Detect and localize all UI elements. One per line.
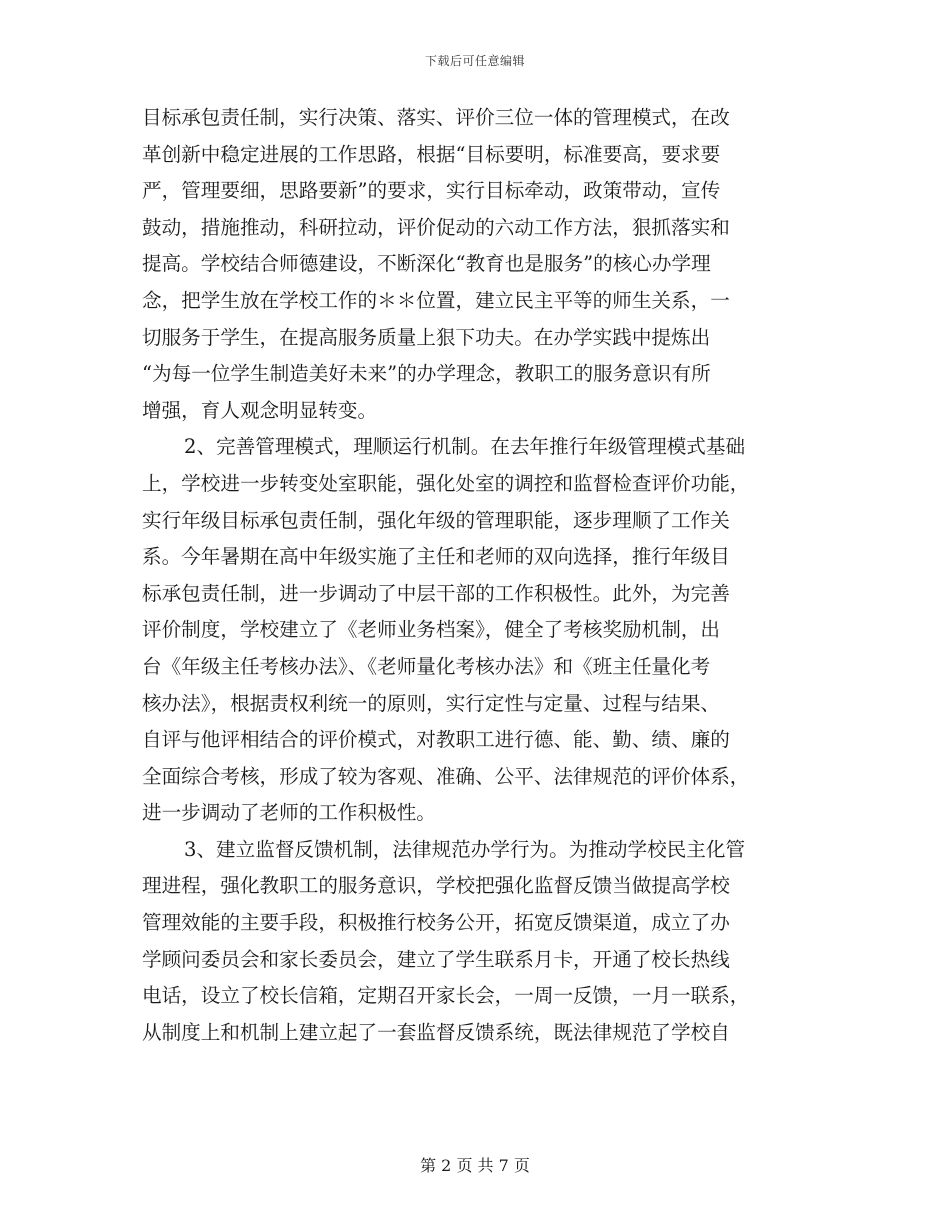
text-line: 进一步调动了老师的工作积极性。 (142, 801, 436, 825)
text-line: 严，管理要细，思路要新”的要求，实行目标牵动，政策带动，宣传 (142, 179, 721, 203)
text-line: 系。今年暑期在高中年级实施了主任和老师的双向选择，推行年级目 (142, 545, 730, 569)
text-line: 电话，设立了校长信箱，定期召开家长会，一周一反馈，一月一联系， (142, 984, 750, 1008)
text-line: 管理效能的主要手段，积极推行校务公开，拓宽反馈渠道，成立了办 (142, 911, 730, 935)
text-line: 革创新中稳定进展的工作思路，根据“目标要明，标准要高，要求要 (142, 142, 721, 166)
total-page-count: 7 (498, 1156, 509, 1175)
page-number-prefix: 第 (420, 1156, 437, 1175)
text-line: 台《年级主任考核办法》、《老师量化考核办法》和《班主任量化考 (142, 654, 711, 678)
text-line: 理进程，强化教职工的服务意识，学校把强化监督反馈当做提高学校 (142, 874, 730, 898)
text-line: 切服务于学生，在提高服务质量上狠下功夫。在办学实践中提炼出 (142, 325, 711, 349)
text-line: 从制度上和机制上建立起了一套监督反馈系统，既法律规范了学校自 (142, 1020, 730, 1044)
text-line: 全面综合考核，形成了较为客观、准确、公平、法律规范的评价体系， (142, 764, 750, 788)
text-line: 实行年级目标承包责任制，强化年级的管理职能，逐步理顺了工作关 (142, 508, 730, 532)
text-line: 标承包责任制，进一步调动了中层干部的工作积极性。此外，为完善 (142, 581, 730, 605)
current-page-number: 2 (441, 1156, 452, 1175)
text-line: 鼓动，措施推动，科研拉动，评价促动的六动工作方法，狠抓落实和 (142, 215, 730, 239)
text-line: 自评与他评相结合的评价模式，对教职工进行德、能、勤、绩、廉的 (142, 728, 730, 752)
text-line: 目标承包责任制，实行决策、落实、评价三位一体的管理模式，在改 (142, 106, 730, 129)
text-line: 提高。学校结合师德建设，不断深化“教育也是服务”的核心办学理 (142, 252, 711, 276)
paragraph-2-first-line: 2、完善管理模式，理顺运行机制。在去年推行年级管理模式基础 (184, 435, 746, 459)
text-line: 核办法》，根据责权利统一的原则，实行定性与定量、过程与结果、 (142, 691, 721, 715)
page-number-middle: 页 共 (456, 1156, 494, 1175)
text-line: 上，学校进一步转变处室职能，强化处室的调控和监督检查评价功能， (142, 471, 750, 495)
text-line: “为每一位学生制造美好未来”的办学理念，教职工的服务意识有所 (142, 362, 711, 386)
text-line: 念，把学生放在学校工作的＊＊位置，建立民主平等的师生关系，一 (142, 288, 730, 312)
page-number-suffix: 页 (513, 1156, 530, 1175)
document-body (142, 100, 810, 1051)
text-line: 评价制度，学校建立了《老师业务档案》，健全了考核奖励机制，出 (142, 618, 721, 642)
page-header: 下载后可任意编辑 (424, 54, 525, 68)
text-line: 增强，育人观念明显转变。 (142, 398, 378, 422)
paragraph-3-first-line: 3、建立监督反馈机制，法律规范办学行为。为推动学校民主化管 (184, 837, 746, 861)
text-line: 学顾问委员会和家长委员会，建立了学生联系月卡，开通了校长热线 (142, 947, 730, 971)
page-footer (0, 1153, 950, 1176)
